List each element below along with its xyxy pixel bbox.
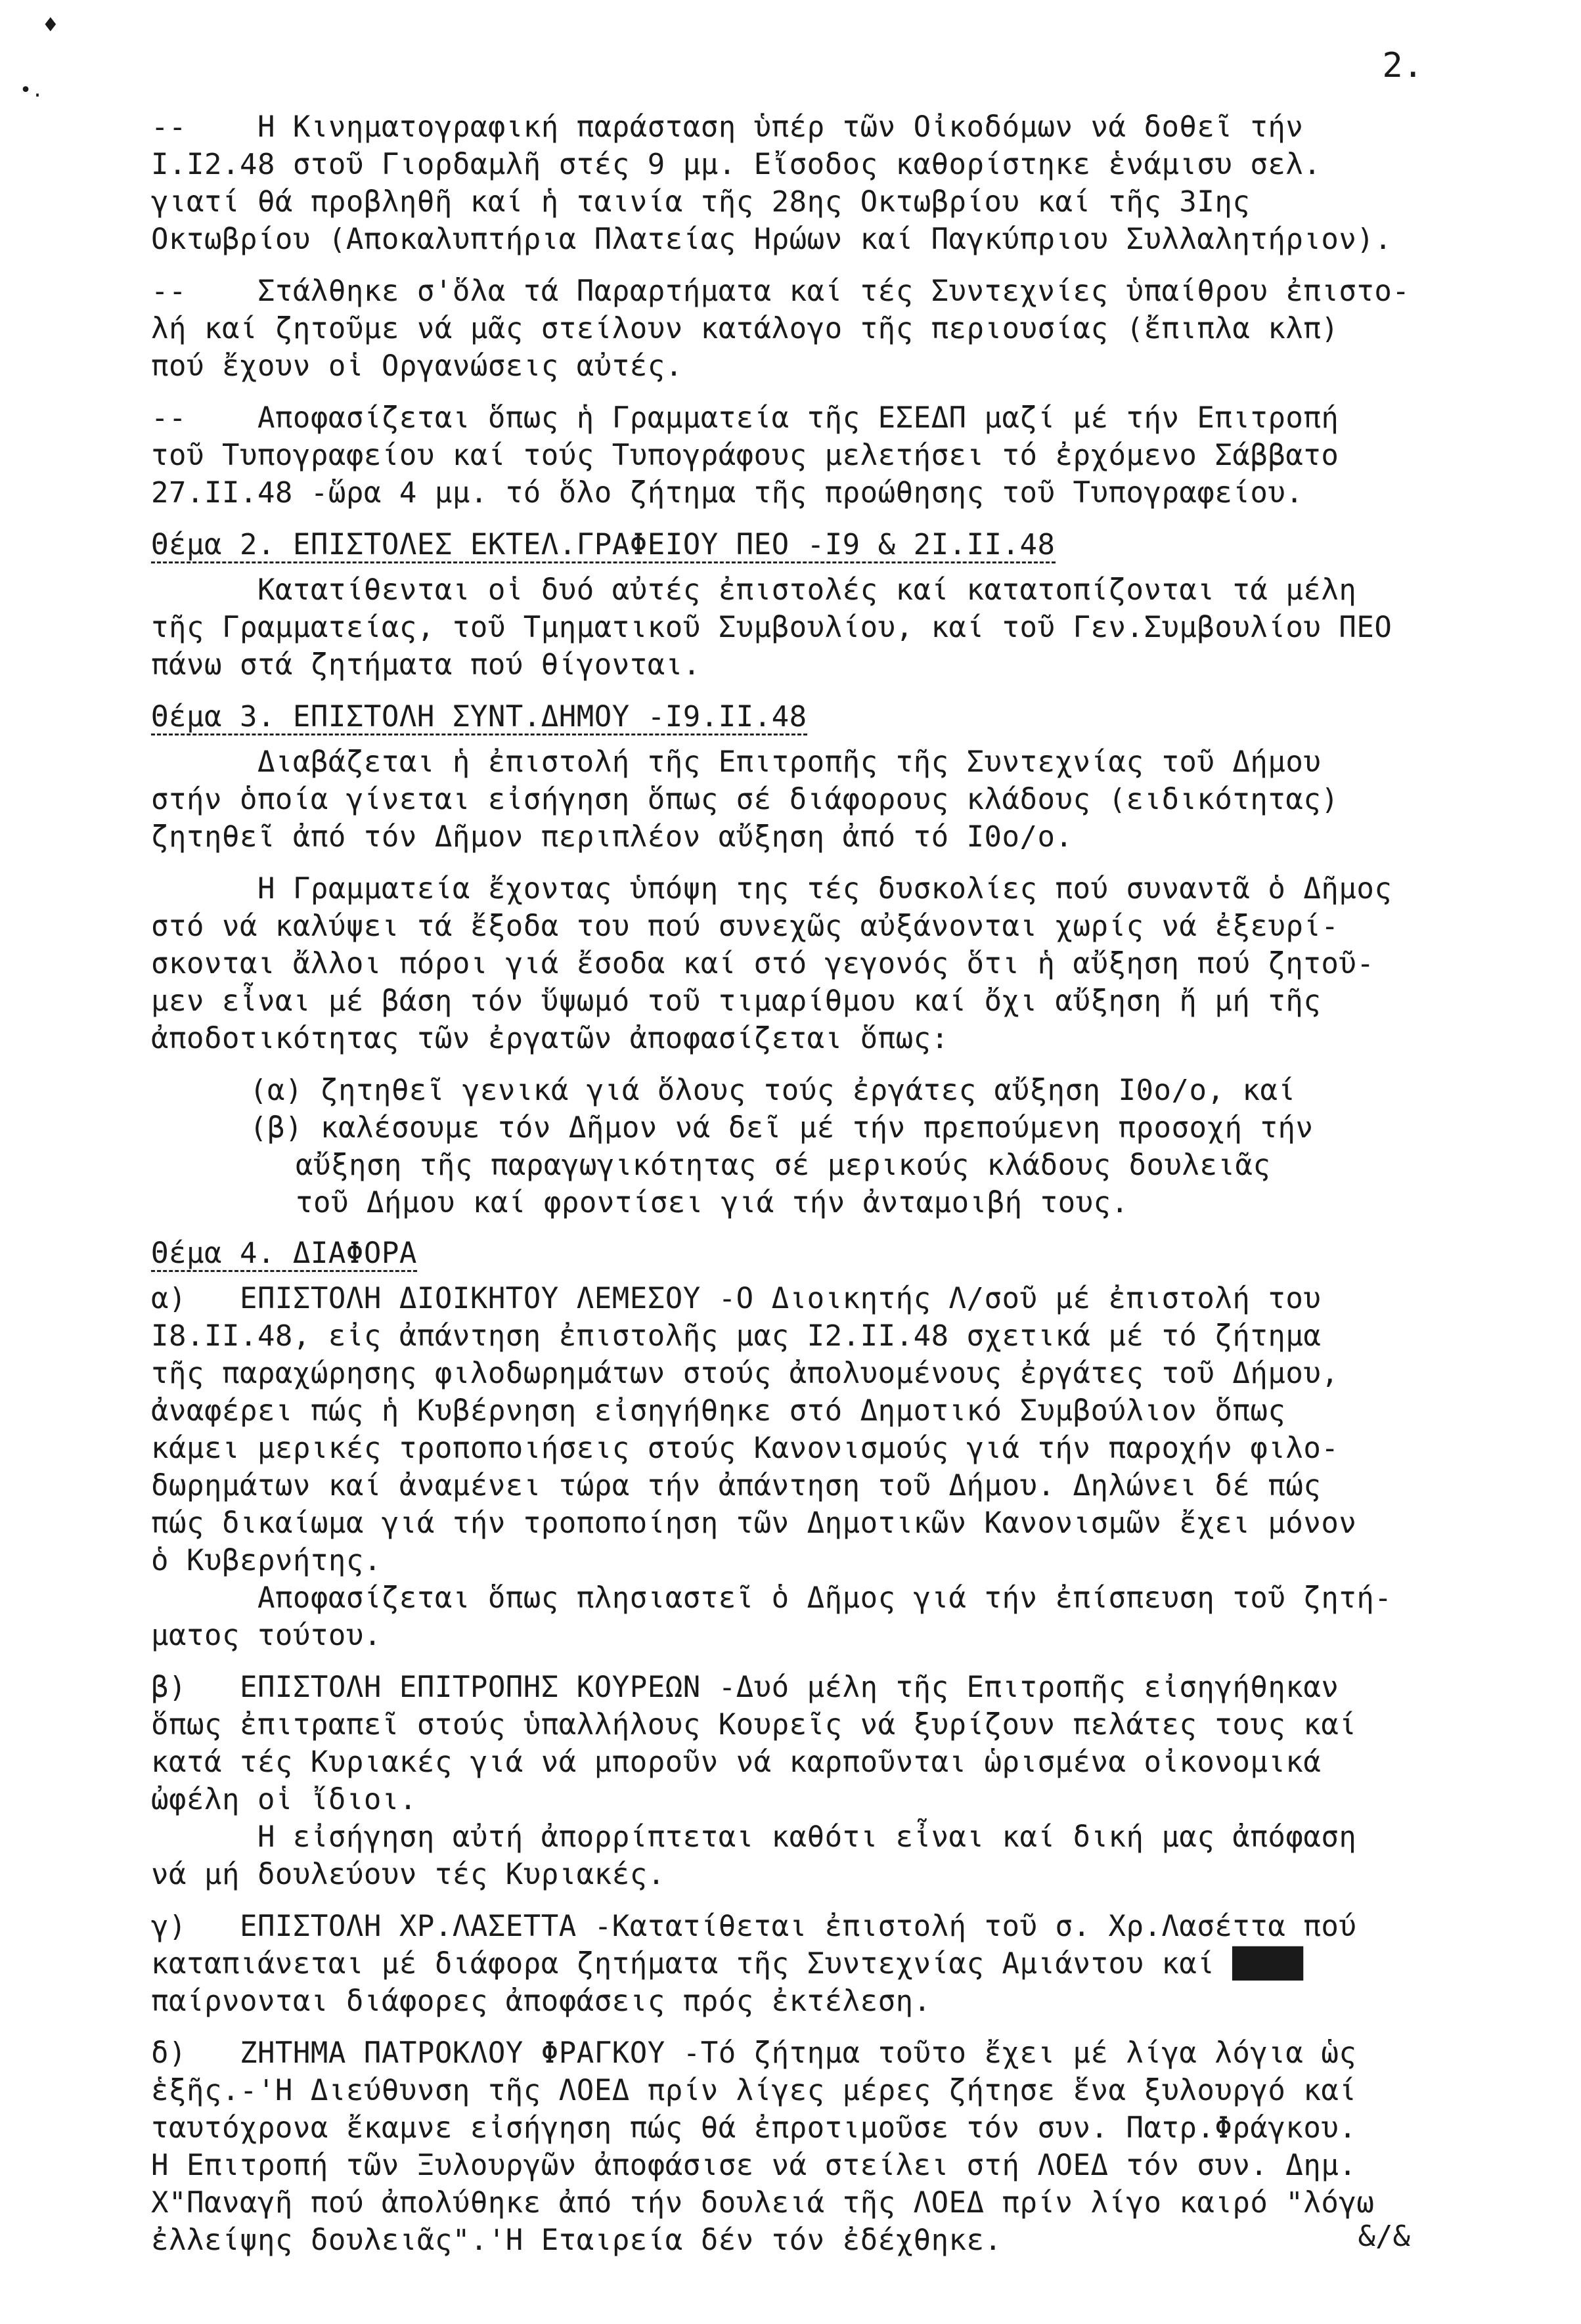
text-line: τῆς Γραμματείας, τοῦ Τμηματικοῦ Συμβουλίου, καί τοῦ Γεν.Συμβουλίου ΠΕΟ xyxy=(151,611,1392,644)
text-line: ματος τούτου. xyxy=(151,1619,382,1652)
text-line: τῆς παραχώρησης φιλοδωρημάτων στούς ἀπολυομένους ἐργάτες τοῦ Δήμου, xyxy=(151,1357,1339,1390)
left-mark: •. xyxy=(20,79,44,102)
text-line: Οκτωβρίου (Αποκαλυπτήρια Πλατείας Ηρώων καί Παγκύπριου Συλλαλητήριον). xyxy=(151,223,1392,256)
section-heading-text: Θέμα 2. ΕΠΙΣΤΟΛΕΣ ΕΚΤΕΛ.ΓΡΑΦΕΙΟΥ ΠΕΟ -Ι9 & 2Ι.ΙΙ.48 xyxy=(151,528,1056,563)
text-line: ζητηθεῖ ἀπό τόν Δῆμον περιπλέον αὔξηση ἀπό τό Ι0ο/ο. xyxy=(151,820,1073,854)
text-line: β) ΕΠΙΣΤΟΛΗ ΕΠΙΤΡΟΠΗΣ ΚΟΥΡΕΩΝ -Δυό μέλη τῆς Επιτροπῆς εἰσηγήθηκαν xyxy=(151,1671,1339,1704)
text-line: γ) ΕΠΙΣΤΟΛΗ ΧΡ.ΛΑΣΕΤΤΑ -Κατατίθεται ἐπιστολή τοῦ σ. Χρ.Λασέττα πού xyxy=(151,1910,1357,1943)
text-line: Η Γραμματεία ἔχοντας ὑπόψη της τές δυσκολίες πού συναντᾶ ὁ Δῆμος xyxy=(151,872,1392,906)
text-line: Αποφασίζεται ὅπως πλησιαστεῖ ὁ Δῆμος γιά τήν ἐπίσπευση τοῦ ζητή- xyxy=(151,1581,1392,1615)
paragraph xyxy=(151,108,1537,258)
section-heading-text: Θέμα 3. ΕΠΙΣΤΟΛΗ ΣΥΝΤ.ΔΗΜΟΥ -Ι9.ΙΙ.48 xyxy=(151,700,807,735)
text-line: δ) ΖΗΤΗΜΑ ΠΑΤΡΟΚΛΟΥ ΦΡΑΓΚΟΥ -Τό ζήτημα τοῦτο ἔχει μέ λίγα λόγια ὡς xyxy=(151,2036,1357,2070)
text-line: μεν εἶναι μέ βάση τόν ὕψωμό τοῦ τιμαρίθμου καί ὄχι αὔξηση ἤ μή τῆς xyxy=(151,984,1322,1018)
text-line: -- Αποφασίζεται ὅπως ἡ Γραμματεία τῆς ΕΣΕΔΠ μαζί μέ τήν Επιτροπή xyxy=(151,401,1339,435)
section-heading xyxy=(151,1235,1537,1272)
text-line: ἀναφέρει πώς ἡ Κυβέρνηση εἰσηγήθηκε στό Δημοτικό Συμβούλιον ὅπως xyxy=(151,1394,1286,1428)
text-line: 27.ΙΙ.48 -ὥρα 4 μμ. τό ὅλο ζήτημα τῆς προώθησης τοῦ Τυπογραφείου. xyxy=(151,476,1304,510)
section-heading xyxy=(151,526,1537,563)
text-line: πάνω στά ζητήματα πού θίγονται. xyxy=(151,648,701,682)
text-line: πώς δικαίωμα γιά τήν τροποποίηση τῶν Δημοτικῶν Κανονισμῶν ἔχει μόνον xyxy=(151,1506,1357,1540)
text-line: ἑξῆς.-'Η Διεύθυνση τῆς ΛΟΕΔ πρίν λίγες μέρες ζήτησε ἕνα ξυλουργό καί xyxy=(151,2074,1357,2107)
text-line: λή καί ζητοῦμε νά μᾶς στείλουν κατάλογο τῆς περιουσίας (ἔπιπλα κλπ) xyxy=(151,312,1339,345)
list-item-text: ζητηθεῖ γενικά γιά ὅλους τούς ἐργάτες αὔξηση Ι0ο/ο, καί xyxy=(320,1074,1296,1107)
text-line: κάμει μερικές τροποποιήσεις στούς Κανονισμούς γιά τήν παροχήν φιλο- xyxy=(151,1432,1339,1465)
text-line: δωρημάτων καί ἀναμένει τώρα τήν ἀπάντηση τοῦ Δήμου. Δηλώνει δέ πώς xyxy=(151,1469,1322,1502)
text-line: α) ΕΠΙΣΤΟΛΗ ΔΙΟΙΚΗΤΟΥ ΛΕΜΕΣΟΥ -Ο Διοικητής Λ/σοῦ μέ ἐπιστολή του xyxy=(151,1282,1322,1315)
paragraph xyxy=(151,273,1537,385)
text-line: τοῦ Τυπογραφείου καί τούς Τυπογράφους μελετήσει τό ἐρχόμενο Σάββατο xyxy=(151,439,1339,472)
text-line: στήν ὁποία γίνεται εἰσήγηση ὅπως σέ διάφορους κλάδους (ειδικότητας) xyxy=(151,783,1339,816)
text-line: σκονται ἄλλοι πόροι γιά ἔσοδα καί στό γεγονός ὅτι ἡ αὔξηση πού ζητοῦ- xyxy=(151,947,1375,980)
text-line: Διαβάζεται ἡ ἐπιστολή τῆς Επιτροπῆς τῆς Συντεχνίας τοῦ Δήμου xyxy=(151,745,1322,779)
top-mark: ♦ xyxy=(43,12,58,39)
text-line: παίρνονται διάφορες ἀποφάσεις πρός ἐκτέλεση. xyxy=(151,1984,931,2018)
list-item-label: (α) xyxy=(250,1074,303,1107)
text-line: ὁ Κυβερνήτης. xyxy=(151,1544,382,1577)
list-item-label: (β) xyxy=(250,1111,303,1145)
text-line: Η Επιτροπή τῶν Ξυλουργῶν ἀποφάσισε νά στείλει στή ΛΟΕΔ τόν συν. Δημ. xyxy=(151,2149,1357,2182)
text-line: καταπιάνεται μέ διάφορα ζητήματα τῆς Συντεχνίας Αμιάντου καί ████ xyxy=(151,1947,1304,1981)
list-item-continuation: αὔξηση τῆς παραγωγικότητας σέ μερικούς κλάδους δουλειᾶς xyxy=(296,1149,1271,1182)
section-heading-text: Θέμα 4. ΔΙΑΦΟΡΑ xyxy=(151,1237,417,1272)
text-line: Η εἰσήγηση αὐτή ἀπορρίπτεται καθότι εἶναι καί δική μας ἀπόφαση xyxy=(151,1820,1357,1854)
text-line: Χ"Παναγῆ πού ἀπολύθηκε ἀπό τήν δουλειά τῆς ΛΟΕΔ πρίν λίγο καιρό "λόγω xyxy=(151,2186,1375,2220)
text-line: ὠφέλη οἱ ἴδιοι. xyxy=(151,1783,417,1816)
continuation-mark: &/& xyxy=(1358,2220,1410,2253)
list-item xyxy=(250,1109,1537,1147)
text-line: ἐλλείψης δουλειᾶς".'Η Εταιρεία δέν τόν ἐδέχθηκε. xyxy=(151,2224,1002,2257)
decision-list xyxy=(151,1072,1537,1221)
text-line: κατά τές Κυριακές γιά νά μποροῦν νά καρποῦνται ὡρισμένα οἰκονομικά xyxy=(151,1745,1322,1779)
text-line: Κατατίθενται οἱ δυό αὐτές ἐπιστολές καί κατατοπίζονται τά μέλη xyxy=(151,573,1357,607)
paragraph xyxy=(151,1908,1537,2020)
paragraph xyxy=(151,571,1537,684)
text-line: γιατί θά προβληθῆ καί ἡ ταινία τῆς 28ης Οκτωβρίου καί τῆς 3Ιης xyxy=(151,185,1251,219)
text-line: Ι.Ι2.48 στοῦ Γιορδαμλῆ στές 9 μμ. Εἴσοδος καθορίστηκε ἑνάμισυ σελ. xyxy=(151,148,1322,181)
paragraph xyxy=(151,1280,1537,1654)
section-heading xyxy=(151,698,1537,735)
list-item-text: καλέσουμε τόν Δῆμον νά δεῖ μέ τήν πρεπούμενη προσοχή τήν xyxy=(320,1111,1314,1145)
document-body xyxy=(151,108,1537,2273)
text-line: ταυτόχρονα ἔκαμνε εἰσήγηση πώς θά ἐπροτιμοῦσε τόν συν. Πατρ.Φράγκου. xyxy=(151,2111,1357,2145)
text-line: πού ἔχουν οἱ Οργανώσεις αὐτές. xyxy=(151,349,683,383)
list-item xyxy=(250,1072,1537,1109)
text-line: -- Στάλθηκε σ'ὅλα τά Παραρτήματα καί τές Συντεχνίες ὑπαίθρου ἐπιστο- xyxy=(151,274,1410,308)
paragraph xyxy=(151,1669,1537,1893)
paragraph xyxy=(151,743,1537,856)
paragraph xyxy=(151,2034,1537,2259)
text-line: ὅπως ἐπιτραπεῖ στούς ὑπαλλήλους Κουρεῖς νά ξυρίζουν πελάτες τους καί xyxy=(151,1708,1357,1742)
list-item-continuation: τοῦ Δήμου καί φροντίσει γιά τήν ἀνταμοιβή τους. xyxy=(296,1186,1129,1219)
page-number: 2. xyxy=(1382,46,1423,85)
text-line: στό νά καλύψει τά ἔξοδα του πού συνεχῶς αὐξάνονται χωρίς νά ἐξευρί- xyxy=(151,910,1339,943)
paragraph xyxy=(151,399,1537,512)
text-line: ἀποδοτικότητας τῶν ἐργατῶν ἀποφασίζεται ὅπως: xyxy=(151,1022,949,1055)
paragraph xyxy=(151,870,1537,1057)
text-line: Ι8.ΙΙ.48, εἰς ἀπάντηση ἐπιστολῆς μας Ι2.ΙΙ.48 σχετικά μέ τό ζήτημα xyxy=(151,1319,1322,1353)
text-line: -- Η Κινηματογραφική παράσταση ὑπέρ τῶν Οἰκοδόμων νά δοθεῖ τήν xyxy=(151,110,1304,144)
text-line: νά μή δουλεύουν τές Κυριακές. xyxy=(151,1858,665,1891)
